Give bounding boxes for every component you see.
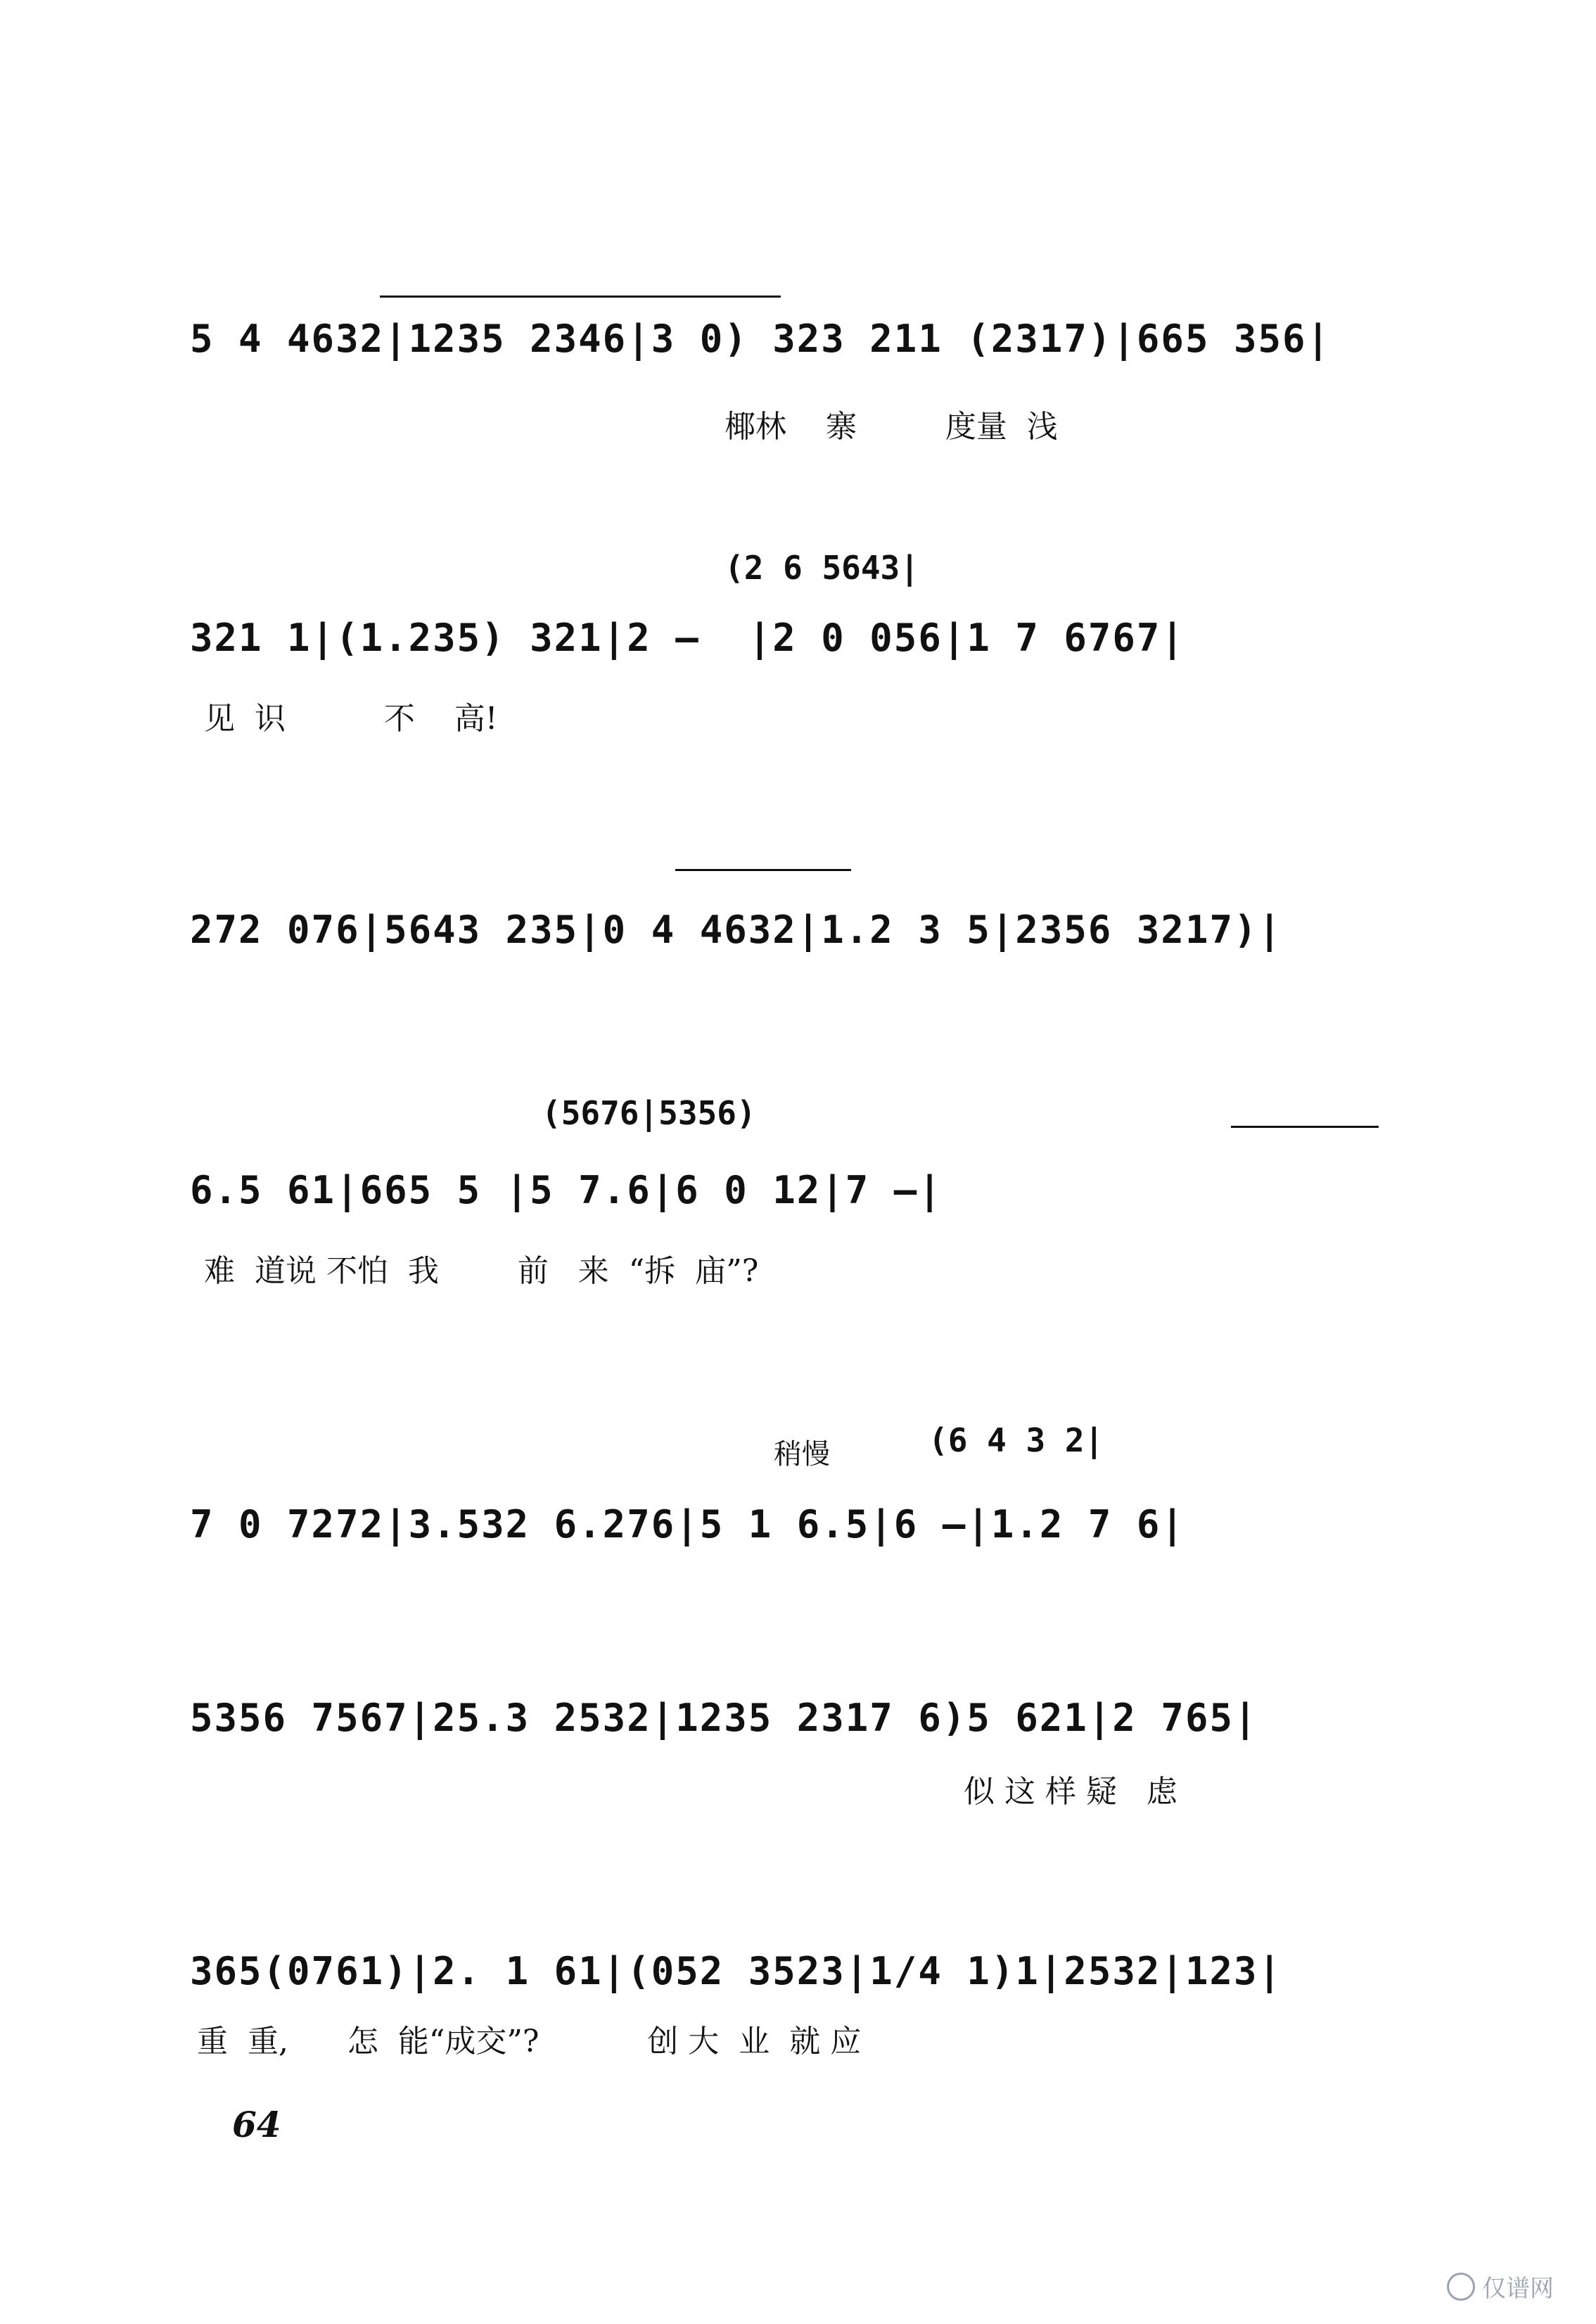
system-7 <box>190 1921 1386 2076</box>
bracket-notation: (5676|5356) <box>542 1094 756 1132</box>
system-4 <box>190 1084 1386 1309</box>
watermark-logo-icon <box>1447 2273 1475 2301</box>
system-2 <box>190 535 1386 746</box>
crescendo-line <box>1231 1126 1379 1128</box>
notation-line: 321 1|(1.235) 321|2 — |2 0 056|1 7 6767| <box>190 616 1185 660</box>
notation-line: 5356 7567|25.3 2532|1235 2317 6)5 621|2 765| <box>190 1696 1258 1740</box>
system-1 <box>190 267 1386 445</box>
system-5 <box>190 1379 1386 1576</box>
lyrics-line: 椰林 寨 度量 浅 <box>724 409 1058 445</box>
bracket-notation: (6 4 3 2| <box>928 1421 1104 1459</box>
notation-line: 7 0 7272|3.532 6.276|5 1 6.5|6 —|1.2 7 6| <box>190 1502 1185 1547</box>
notation-line: 6.5 61|665 5 |5 7.6|6 0 12|7 —| <box>190 1168 943 1212</box>
crescendo-line <box>675 869 851 871</box>
crescendo-line <box>380 296 781 298</box>
system-3 <box>190 858 1386 999</box>
lyrics-line: 似 这 样 疑 虑 <box>964 1774 1177 1810</box>
bracket-notation: (2 6 5643| <box>724 549 919 587</box>
notation-line: 5 4 4632|1235 2346|3 0) 323 211 (2317)|665 356| <box>190 317 1332 361</box>
lyrics-line: 见 识 不 高! <box>204 701 498 737</box>
page-number: 64 <box>232 2104 281 2145</box>
lyrics-line: 难 道说 不怕 我 前 来 “拆 庙”? <box>204 1253 759 1289</box>
watermark-text: 仅谱网 <box>1482 2275 1554 2303</box>
watermark <box>1447 2269 1554 2304</box>
tempo-marking: 稍慢 <box>774 1438 830 1471</box>
system-6 <box>190 1675 1386 1843</box>
notation-line: 272 076|5643 235|0 4 4632|1.2 3 5|2356 3217)| <box>190 908 1282 952</box>
lyrics-line: 重 重, 怎 能“成交”? 创 大 业 就 应 <box>197 2024 862 2059</box>
notation-line: 365(0761)|2. 1 61|(052 3523|1/4 1)1|2532|123| <box>190 1949 1282 1993</box>
